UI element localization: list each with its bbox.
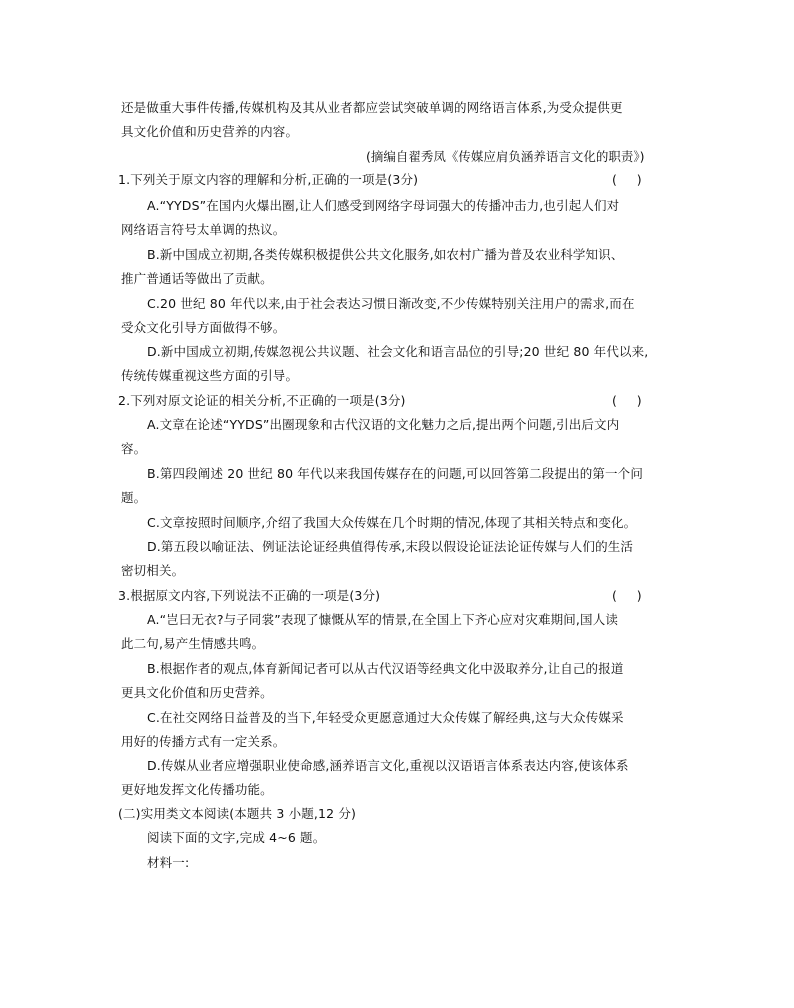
q1-stem: 1.下列关于原文内容的理解和分析,正确的一项是(3分): [118, 172, 419, 187]
q3-option-b-line-2: 更具文化价值和历史营养。: [121, 685, 273, 700]
material-label: 材料一:: [147, 855, 190, 870]
q1-option-d-line-1: D.新中国成立初期,传媒忽视公共议题、社会文化和语言品位的引导;20 世纪 80 年代以来,: [147, 344, 649, 359]
q2-stem: 2.下列对原文论证的相关分析,不正确的一项是(3分): [118, 393, 406, 408]
q3-option-d-line-2: 更好地发挥文化传播功能。: [121, 782, 273, 797]
q2-option-d-line-2: 密切相关。: [121, 563, 185, 578]
q3-option-a-line-2: 此二句,易产生情感共鸣。: [121, 636, 265, 651]
q1-option-c-line-1: C.20 世纪 80 年代以来,由于社会表达习惯日渐改变,不少传媒特别关注用户的需求,而在: [147, 296, 635, 311]
q3-option-b-line-1: B.根据作者的观点,体育新闻记者可以从古代汉语等经典文化中汲取养分,让自己的报道: [147, 661, 624, 676]
intro-line-2: 具文化价值和历史营养的内容。: [121, 124, 299, 139]
q1-option-a-line-2: 网络语言符号太单调的热议。: [121, 222, 286, 237]
q2-option-d-line-1: D.第五段以喻证法、例证法论证经典值得传承,末段以假设论证法论证传媒与人们的生活: [147, 539, 634, 554]
q1-option-d-line-2: 传统传媒重视这些方面的引导。: [121, 368, 299, 383]
q1-option-b-line-2: 推广普通话等做出了贡献。: [121, 271, 273, 286]
intro-line-1: 还是做重大事件传播,传媒机构及其从业者都应尝试突破单调的网络语言体系,为受众提供更: [121, 100, 623, 115]
q1-option-a-line-1: A.“YYDS”在国内火爆出圈,让人们感受到网络字母词强大的传播冲击力,也引起人们对: [147, 198, 620, 213]
q3-option-a-line-1: A.“岂曰无衣?与子同裳”表现了慷慨从军的情景,在全国上下齐心应对灾难期间,国人读: [147, 612, 618, 627]
q2-option-a-line-1: A.文章在论述“YYDS”出圈现象和古代汉语的文化魅力之后,提出两个问题,引出后文内: [147, 417, 620, 432]
q1-option-c-line-2: 受众文化引导方面做得不够。: [121, 320, 286, 335]
q1-option-b-line-1: B.新中国成立初期,各类传媒积极提供公共文化服务,如农村广播为普及农业科学知识、: [147, 247, 624, 262]
q2-option-a-line-2: 容。: [121, 441, 147, 456]
section-instruction: 阅读下面的文字,完成 4~6 题。: [147, 830, 326, 845]
section-heading: (二)实用类文本阅读(本题共 3 小题,12 分): [118, 806, 357, 821]
q3-option-d-line-1: D.传媒从业者应增强职业使命感,涵养语言文化,重视以汉语语言体系表达内容,使该体系: [147, 758, 629, 773]
q3-answer-blank: ( ): [612, 588, 642, 603]
source-citation: (摘编自翟秀凤《传媒应肩负涵养语言文化的职责》): [366, 149, 645, 164]
q1-answer-blank: ( ): [612, 172, 642, 187]
q3-option-c-line-2: 用好的传播方式有一定关系。: [121, 734, 286, 749]
q3-option-c-line-1: C.在社交网络日益普及的当下,年轻受众更愿意通过大众传媒了解经典,这与大众传媒采: [147, 710, 624, 725]
q2-answer-blank: ( ): [612, 393, 642, 408]
q3-stem: 3.根据原文内容,下列说法不正确的一项是(3分): [118, 588, 381, 603]
q2-option-b-line-1: B.第四段阐述 20 世纪 80 年代以来我国传媒存在的问题,可以回答第二段提出的第一个问: [147, 466, 643, 481]
q2-option-b-line-2: 题。: [121, 490, 147, 505]
q2-option-c-line-1: C.文章按照时间顺序,介绍了我国大众传媒在几个时期的情况,体现了其相关特点和变化。: [147, 515, 637, 530]
